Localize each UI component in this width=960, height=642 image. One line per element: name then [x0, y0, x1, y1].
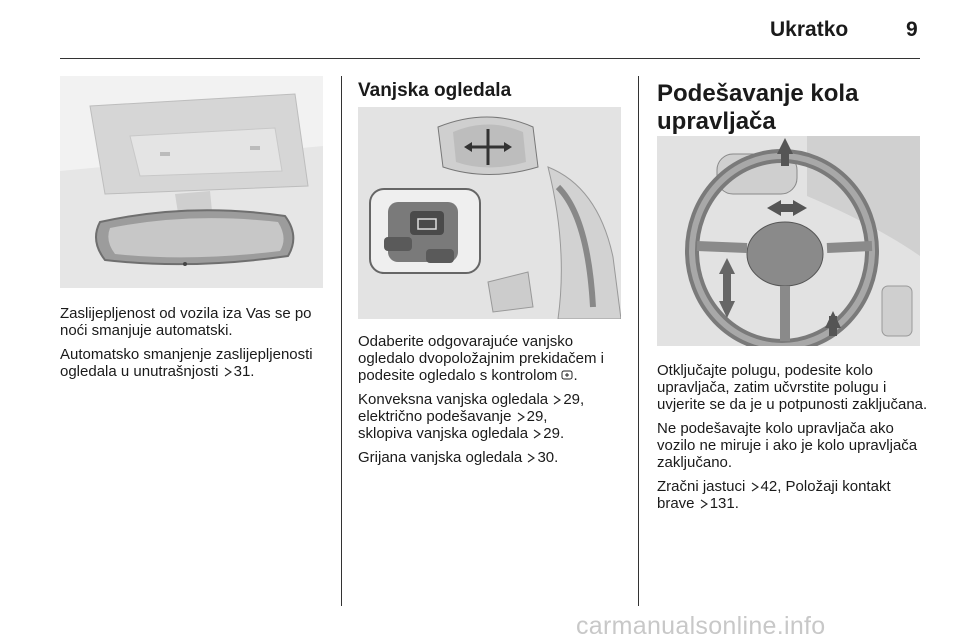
paragraph: Otključajte polugu, podesite kolo upravljača, zatim učvrstite polugu i uvjerite se da je u potpunosti zaključana. — [657, 362, 928, 413]
paragraph: Zračni jastuci 42, Položaji kontakt brave 131. — [657, 478, 891, 512]
xref-arrow-icon — [517, 412, 525, 422]
header-divider — [60, 58, 920, 59]
xref-arrow-icon — [224, 367, 232, 377]
mirror-adjust-icon — [561, 368, 573, 380]
paragraph: Zaslijepljenost od vozila iza Vas se po noći smanjuje automatski. — [60, 305, 312, 339]
paragraph: Konveksna vanjska ogledala 29, električno podešavanje 29, sklopiva vanjska ogledala 29. — [358, 391, 585, 442]
paragraph: Ne podešavajte kolo upravljača ako vozilo ne miruje i ako je kolo upravljača zaključano. — [657, 420, 918, 471]
page-header-title: Ukratko — [770, 18, 849, 41]
section-heading: Podešavanje kola upravljača — [657, 80, 859, 135]
column1-text — [60, 305, 328, 387]
steering-wheel-illustration — [657, 136, 920, 346]
column3-text — [657, 362, 929, 519]
paragraph: Odaberite odgovarajuće vanjsko ogledalo dvopoložajnim prekidačem i podesite ogledalo s kontrolom . — [358, 333, 604, 384]
xref-arrow-icon — [700, 499, 708, 509]
exterior-mirror-control-illustration — [358, 107, 621, 319]
section-heading: Vanjska ogledala — [358, 80, 512, 101]
page-number: 9 — [906, 18, 918, 41]
watermark: carmanualsonline.info — [576, 612, 826, 640]
xref-arrow-icon — [751, 482, 759, 492]
column2-text — [358, 333, 628, 473]
column-divider — [341, 76, 342, 606]
paragraph: Grijana vanjska ogledala 30. — [358, 449, 559, 466]
interior-mirror-illustration — [60, 76, 323, 288]
xref-arrow-icon — [553, 395, 561, 405]
xref-arrow-icon — [533, 429, 541, 439]
xref-arrow-icon — [527, 453, 535, 463]
column-divider — [638, 76, 639, 606]
paragraph: Automatsko smanjenje zaslijepljenosti ogledala u unutrašnjosti 31. — [60, 346, 313, 380]
